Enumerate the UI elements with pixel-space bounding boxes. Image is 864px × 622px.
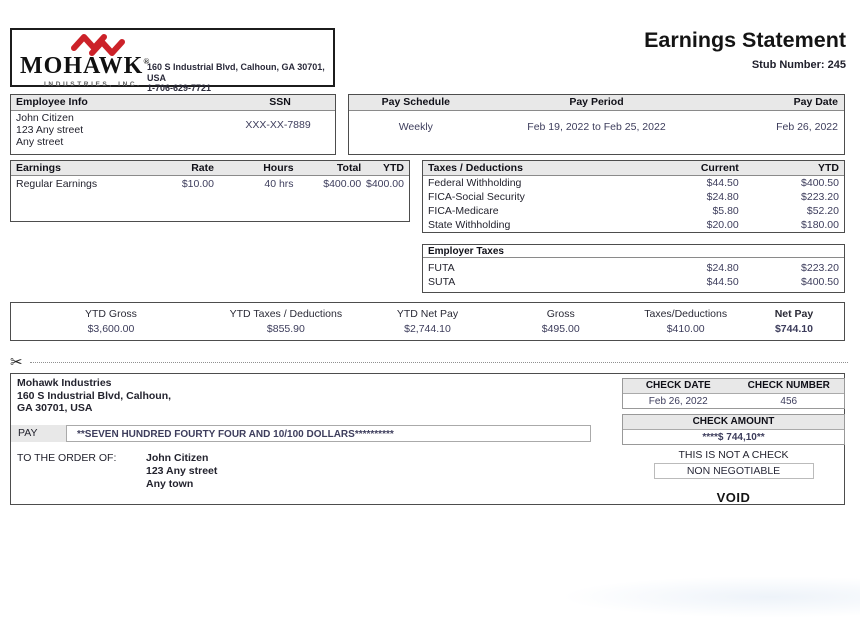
company-logo-wordmark (20, 53, 150, 80)
employer-tax-current: $44.50 (706, 276, 739, 288)
gross-value: $495.00 (541, 323, 580, 335)
stub-number-label: Stub Number: (751, 59, 825, 71)
check-date-number-box (622, 378, 845, 409)
tax-ytd: $180.00 (801, 219, 839, 231)
employer-tax-ytd: $223.20 (801, 262, 839, 274)
check-company-block (17, 377, 171, 415)
ytd-gross-value: $3,600.00 (87, 323, 135, 335)
company-phone: 1-706-629-7721 (147, 83, 212, 93)
check-amount-value-row (623, 430, 844, 445)
earnings-section (10, 160, 410, 222)
pay-schedule-value: Weekly (398, 121, 433, 133)
employer-taxes-section (422, 244, 845, 293)
hours-column-header: Hours (263, 162, 294, 174)
check-date-label: CHECK DATE (645, 380, 711, 391)
registered-mark: ® (143, 57, 151, 66)
check-date-number-header (623, 379, 844, 394)
ytd-taxes-value: $855.90 (266, 323, 305, 335)
taxes-column-header: Taxes / Deductions (428, 162, 523, 174)
pay-schedule-values (349, 121, 844, 133)
check-number-value: 456 (780, 396, 798, 407)
check-company-address2: GA 30701, USA (17, 402, 93, 414)
non-negotiable-box: NON NEGOTIABLE (654, 463, 814, 479)
pay-period-column-header: Pay Period (569, 96, 624, 108)
employee-address2: Any street (16, 136, 64, 148)
employer-tax-label: FUTA (428, 262, 455, 274)
employee-name: John Citizen (16, 112, 74, 124)
table-row (423, 275, 844, 289)
payee-name: John Citizen (146, 452, 209, 464)
pay-schedule-column-header: Pay Schedule (381, 96, 450, 108)
total-column-header: Total (336, 162, 362, 174)
stub-number (752, 59, 846, 71)
check-company-name: Mohawk Industries (17, 377, 112, 389)
ytd-netpay-value: $2,744.10 (404, 323, 451, 335)
taxes-rows (423, 176, 844, 232)
stub-number-value: 245 (827, 59, 846, 71)
amount-in-words: **SEVEN HUNDRED FOURTY FOUR AND 10/100 DOLLARS********** (66, 425, 591, 442)
check-amount-box (622, 414, 845, 445)
summary-section (10, 302, 845, 341)
earnings-column-header: Earnings (16, 162, 61, 174)
company-logo-subtitle: INDUSTRIES, INC. (44, 81, 142, 88)
check-company-address1: 160 S Industrial Blvd, Calhoun, (17, 389, 172, 402)
cut-dotted-line (30, 362, 848, 363)
ytd-netpay-label: YTD Net Pay (396, 308, 459, 320)
earnings-ytd: $400.00 (366, 178, 404, 190)
employee-info-section (10, 94, 336, 155)
company-address-block (147, 62, 333, 94)
employer-tax-current: $24.80 (706, 262, 739, 274)
net-pay-value: $744.10 (774, 323, 813, 335)
employer-tax-ytd: $400.50 (801, 276, 839, 288)
taxes-deductions-value: $410.00 (666, 323, 705, 335)
pay-label: PAY (11, 425, 66, 442)
employee-address1: 123 Any street (16, 124, 84, 136)
pay-date-value: Feb 26, 2022 (776, 121, 838, 133)
scissors-icon: ✂ (10, 354, 23, 371)
tax-ytd: $52.20 (806, 205, 839, 217)
rate-column-header: Rate (191, 162, 214, 174)
table-row (423, 190, 844, 204)
tax-current: $24.80 (706, 191, 739, 203)
employee-ssn-value: XXX-XX-7889 (245, 119, 311, 131)
net-pay-label: Net Pay (774, 308, 814, 320)
ytd-column-header: YTD (382, 162, 404, 174)
company-address: 160 S Industrial Blvd, Calhoun, GA 30701, USA (147, 62, 325, 83)
tax-current: $5.80 (712, 205, 739, 217)
tax-ytd: $400.50 (801, 177, 839, 189)
employee-info-header (11, 95, 335, 111)
earnings-total: $400.00 (323, 178, 362, 190)
taxes-deductions-section (422, 160, 845, 233)
employer-taxes-title: Employer Taxes (423, 245, 844, 258)
pay-date-column-header: Pay Date (793, 96, 838, 108)
employee-address-block (16, 112, 83, 148)
watermark (560, 576, 860, 618)
tax-ytd: $223.20 (801, 191, 839, 203)
employer-taxes-rows (423, 261, 844, 289)
table-row (423, 261, 844, 275)
check-number-label: CHECK NUMBER (747, 380, 830, 391)
earnings-row (11, 177, 409, 191)
taxes-header (423, 161, 844, 176)
earnings-hours: 40 hrs (264, 178, 294, 190)
check-section (10, 373, 845, 505)
tax-label: State Withholding (428, 219, 511, 231)
page-title: Earnings Statement (644, 28, 846, 52)
not-a-check-text: THIS IS NOT A CHECK (678, 449, 789, 461)
check-date-value: Feb 26, 2022 (648, 396, 708, 407)
check-amount-value: ****$ 744,10** (702, 432, 765, 443)
earnings-header (11, 161, 409, 176)
table-row (423, 176, 844, 190)
pay-schedule-header (349, 95, 844, 111)
tax-current: $44.50 (706, 177, 739, 189)
payee-address2: Any town (146, 478, 194, 490)
summary-values (11, 323, 844, 335)
table-row (423, 204, 844, 218)
table-row (423, 218, 844, 232)
payee-block (146, 452, 217, 491)
check-amount-header (623, 415, 844, 430)
to-the-order-of-label: TO THE ORDER OF: (17, 452, 117, 464)
earnings-type: Regular Earnings (16, 178, 98, 190)
tax-label: FICA-Social Security (428, 191, 525, 203)
check-date-number-values (623, 394, 844, 409)
logo-text: MOHAWK (20, 53, 144, 79)
gross-label: Gross (546, 308, 575, 320)
void-text: VOID (716, 490, 751, 505)
taxes-deductions-label: Taxes/Deductions (644, 308, 728, 320)
payee-address1: 123 Any street (146, 465, 218, 477)
summary-labels (11, 308, 844, 320)
tax-label: Federal Withholding (428, 177, 522, 189)
tax-label: FICA-Medicare (428, 205, 499, 217)
employee-info-title: Employee Info (16, 96, 88, 108)
earnings-rate: $10.00 (181, 178, 214, 190)
tax-current: $20.00 (706, 219, 739, 231)
ytd-column-header: YTD (818, 162, 839, 174)
ssn-column-header: SSN (269, 96, 291, 108)
pay-schedule-section (348, 94, 845, 155)
ytd-taxes-label: YTD Taxes / Deductions (229, 308, 343, 320)
current-column-header: Current (700, 162, 739, 174)
check-amount-label: CHECK AMOUNT (692, 416, 775, 427)
check-disclaimer-block (622, 449, 845, 505)
ytd-gross-label: YTD Gross (84, 308, 137, 320)
employer-tax-label: SUTA (428, 276, 456, 288)
company-logo-box (10, 28, 335, 93)
pay-period-value: Feb 19, 2022 to Feb 25, 2022 (527, 121, 666, 133)
